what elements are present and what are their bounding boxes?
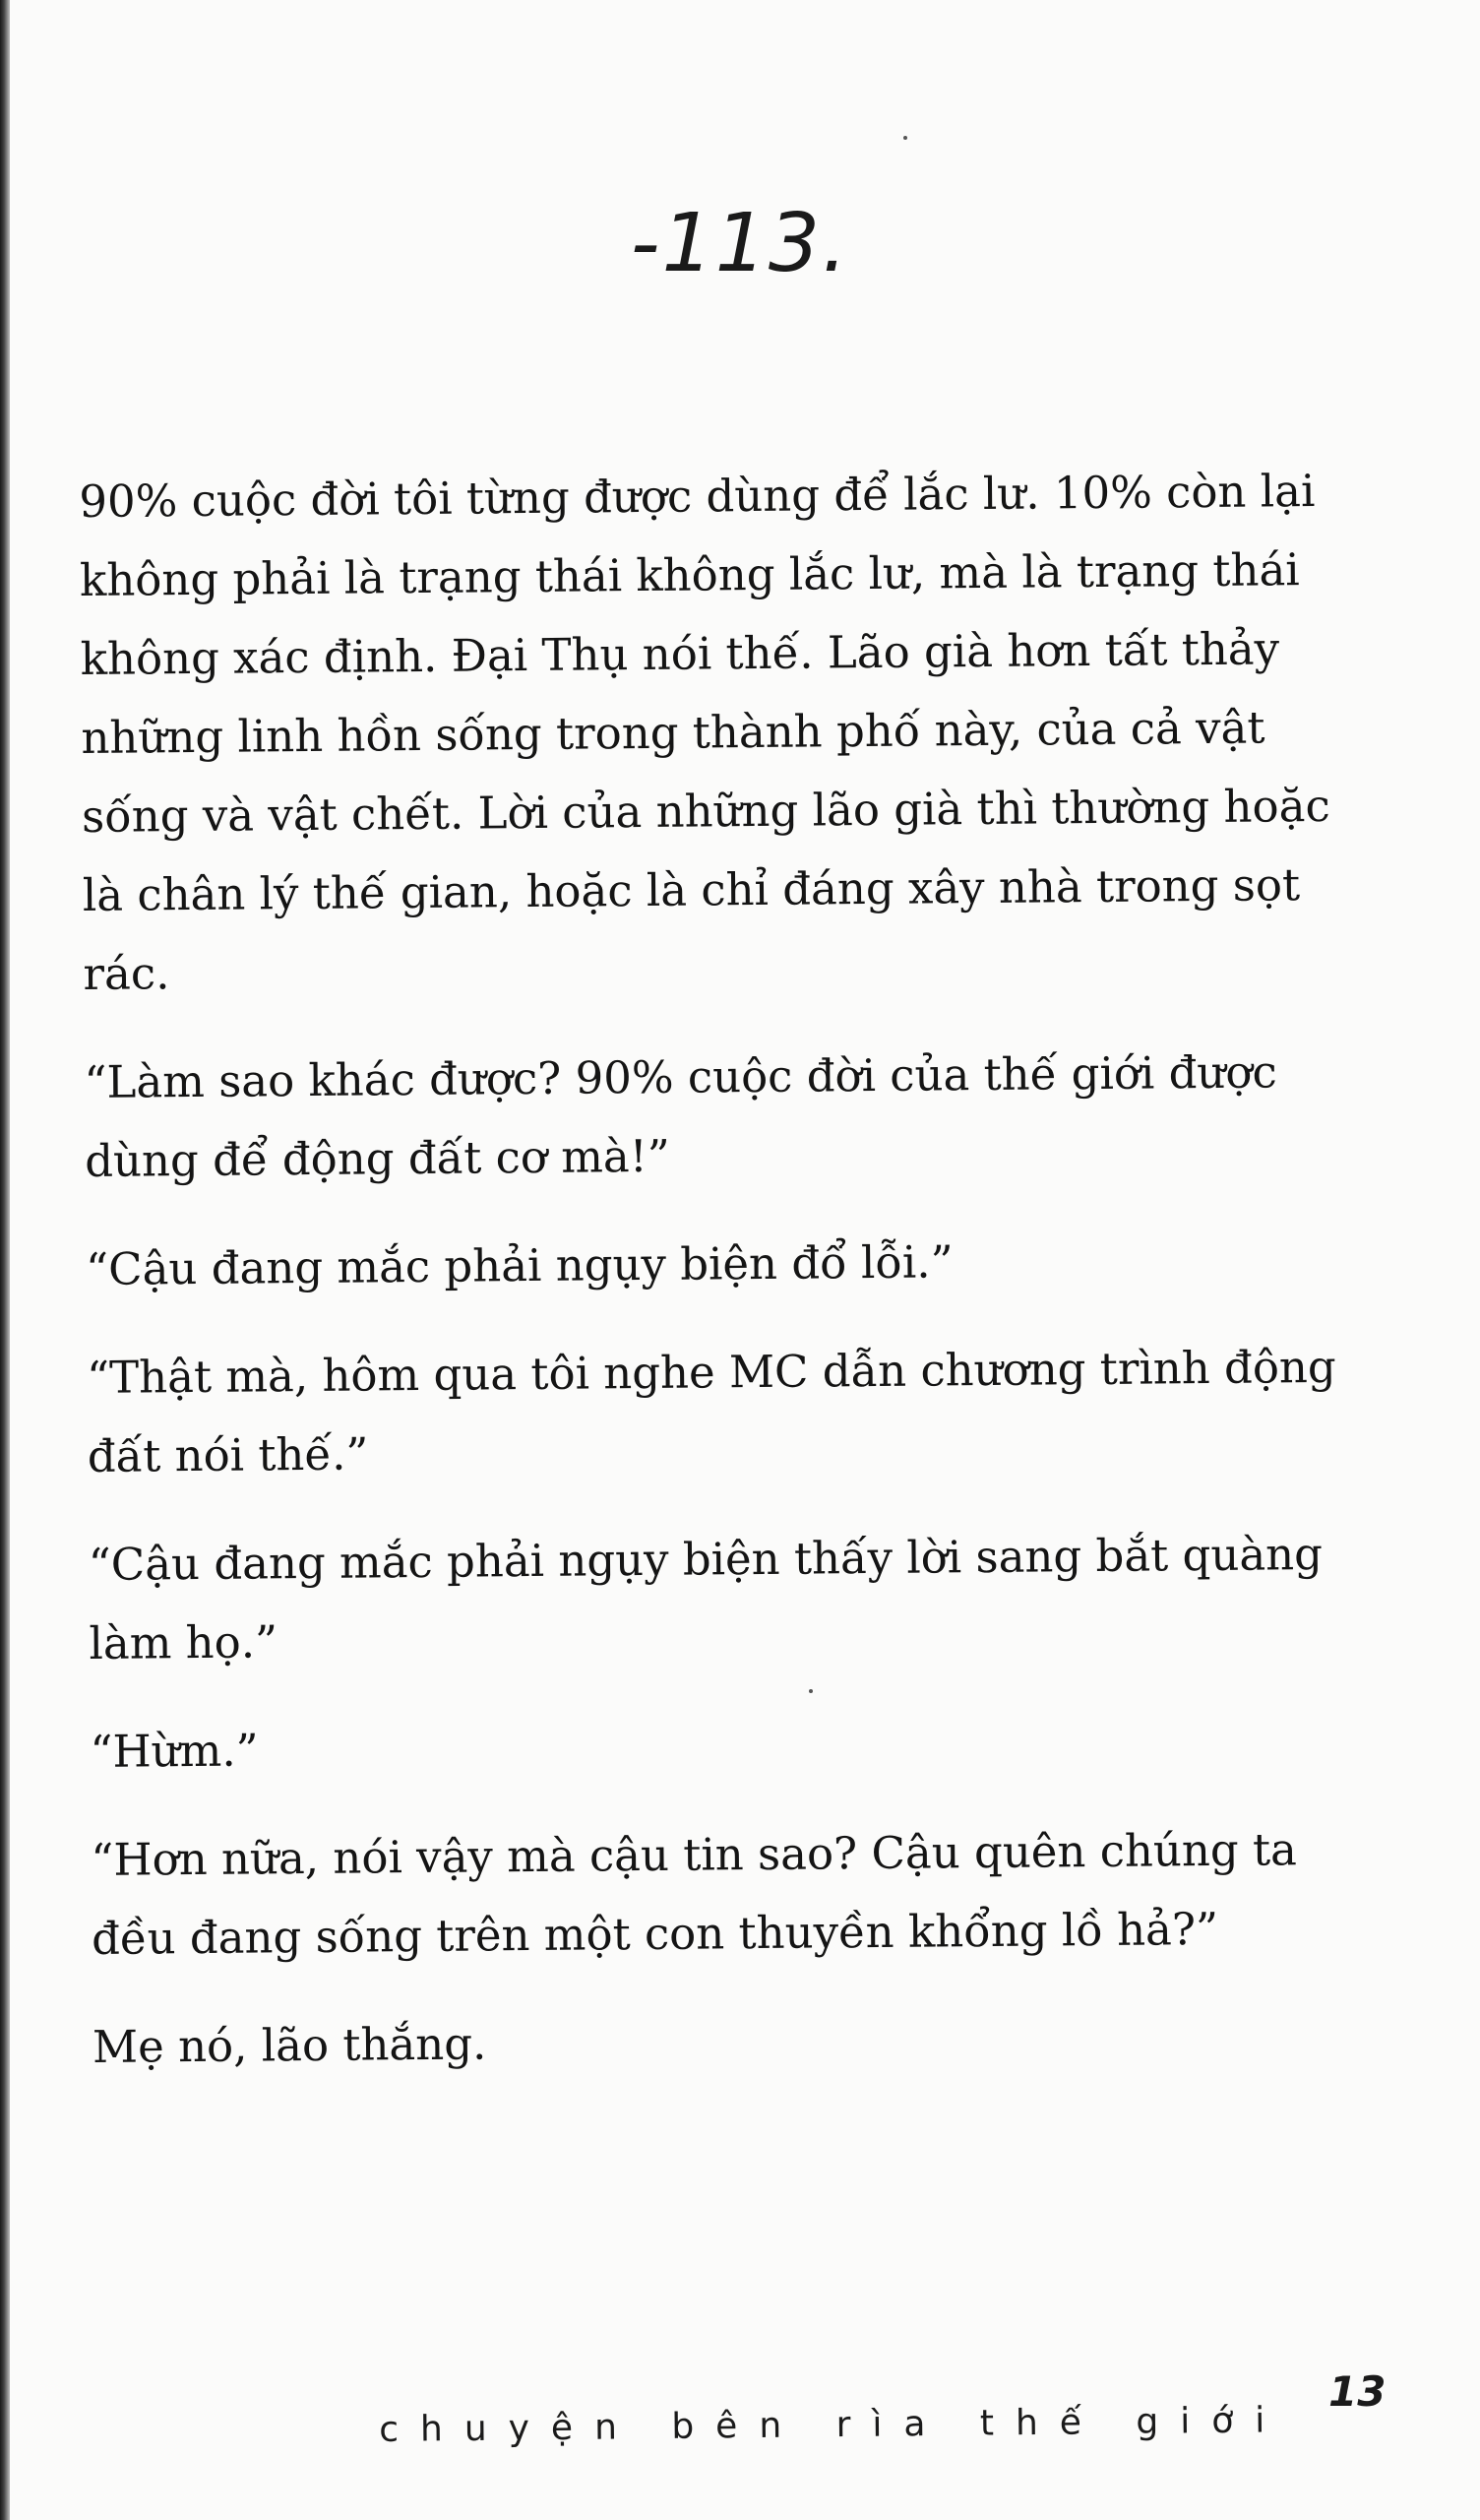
footer-book-title: chuyện bên rìa thế giới	[379, 2400, 1287, 2450]
page-left-edge	[0, 0, 10, 2520]
paragraph-2: “Làm sao khác được? 90% cuộc đời của thế giới được dùng để động đất cơ mà!”	[84, 1045, 1277, 1187]
paragraph-8: Mẹ nó, lão thắng.	[92, 2017, 487, 2073]
paragraph-6: “Hừm.”	[90, 1724, 259, 1778]
paper-speck	[903, 136, 907, 140]
paragraph-5: “Cậu đang mắc phải ngụy biện thấy lời sang bắt quàng làm họ.”	[88, 1528, 1324, 1670]
paragraph-7: “Hơn nữa, nói vậy mà cậu tin sao? Cậu quên chúng ta đều đang sống trên một con thuyền khổng lồ hả?”	[91, 1823, 1298, 1965]
chapter-number: -113.	[630, 197, 850, 290]
text-body	[79, 452, 1373, 2116]
page-number: 13	[1328, 2367, 1387, 2416]
paragraph-3: “Cậu đang mắc phải ngụy biện đổ lỗi.”	[85, 1235, 954, 1295]
paragraph-4: “Thật mà, hôm qua tôi nghe MC dẫn chương trình động đất nói thế.”	[86, 1340, 1336, 1482]
paragraph-1: 90% cuộc đời tôi từng được dùng để lắc lư. 10% còn lại không phải là trạng thái không lắc lư, mà là trạng thái không xác định. Đại Thụ nói thế. Lão già hơn tất thảy những linh hồn sống trong thành phố này, của cả vật sống và vật chết. Lời của những lão già thì thường hoặc là chân lý thế gian, hoặc là chỉ đáng xây nhà trong sọt rác.	[79, 465, 1330, 1000]
